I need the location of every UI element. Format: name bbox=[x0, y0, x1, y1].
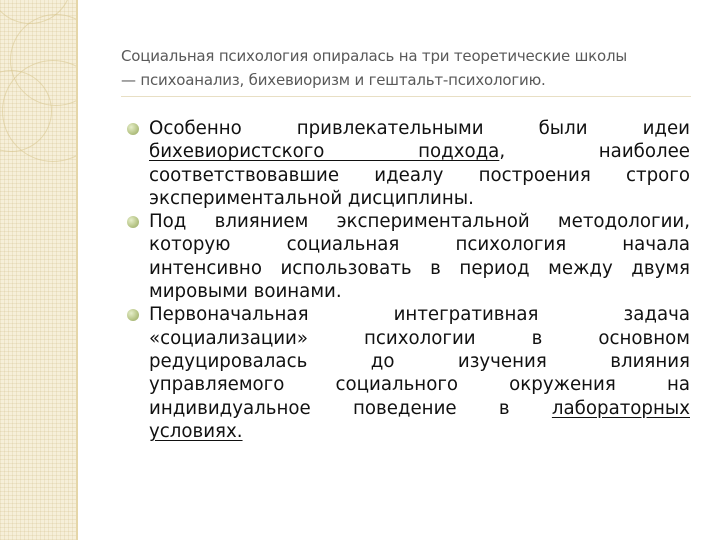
underlined-word: лабораторных bbox=[551, 397, 690, 419]
underlined-phrase: бихевиористского подхода bbox=[149, 141, 500, 163]
bullet-3-line-5-start: индивидуальное поведение в bbox=[149, 397, 552, 419]
bullet-list bbox=[127, 117, 690, 443]
underlined-word: условиях. bbox=[149, 420, 243, 442]
bullet-2-line-4: мировыми воинами. bbox=[149, 281, 342, 303]
bullet-3-line-3: редуцировалась до изучения влияния bbox=[149, 350, 690, 372]
bullet-1-line-2 bbox=[149, 140, 690, 163]
slide-title-line-2: — психоанализ, бихевиоризм и гештальт-психологию. bbox=[121, 71, 546, 89]
title-divider bbox=[121, 96, 691, 97]
bullet-3-line-5 bbox=[149, 397, 690, 420]
bullet-dot-icon bbox=[127, 309, 139, 321]
bullet-3-line-1: Первоначальная интегративная задача bbox=[149, 304, 690, 326]
bullet-2-line-3: интенсивно использовать в период между двумя bbox=[149, 257, 690, 279]
bullet-1-line-1: Особенно привлекательными были идеи bbox=[149, 118, 690, 139]
bullet-3-line-4: управляемого социального окружения на bbox=[149, 374, 690, 396]
bullet-item-2 bbox=[127, 210, 690, 303]
bullet-1-line-4: экспериментальной дисциплины. bbox=[149, 187, 474, 209]
bullet-item-1 bbox=[127, 117, 690, 210]
bullet-3-line-2: «социализации» психологии в основном bbox=[149, 327, 690, 349]
bullet-dot-icon bbox=[127, 123, 139, 135]
bullet-3-line-6 bbox=[149, 420, 690, 443]
decorative-side-band bbox=[0, 0, 78, 540]
bullet-2-line-1: Под влиянием экспериментальной методологии, bbox=[149, 211, 690, 233]
bullet-2-line-2: которую социальная психология начала bbox=[149, 234, 690, 256]
bullet-1-line-2-rest: , наиболее bbox=[499, 141, 690, 163]
bullet-dot-icon bbox=[127, 216, 139, 228]
slide-title bbox=[121, 44, 691, 92]
bullet-1-line-3: соответствовавшие идеалу построения строго bbox=[149, 164, 690, 186]
slide-title-line-1: Социальная психология опиралась на три теоретические школы bbox=[121, 47, 628, 65]
bullet-item-3 bbox=[127, 303, 690, 443]
